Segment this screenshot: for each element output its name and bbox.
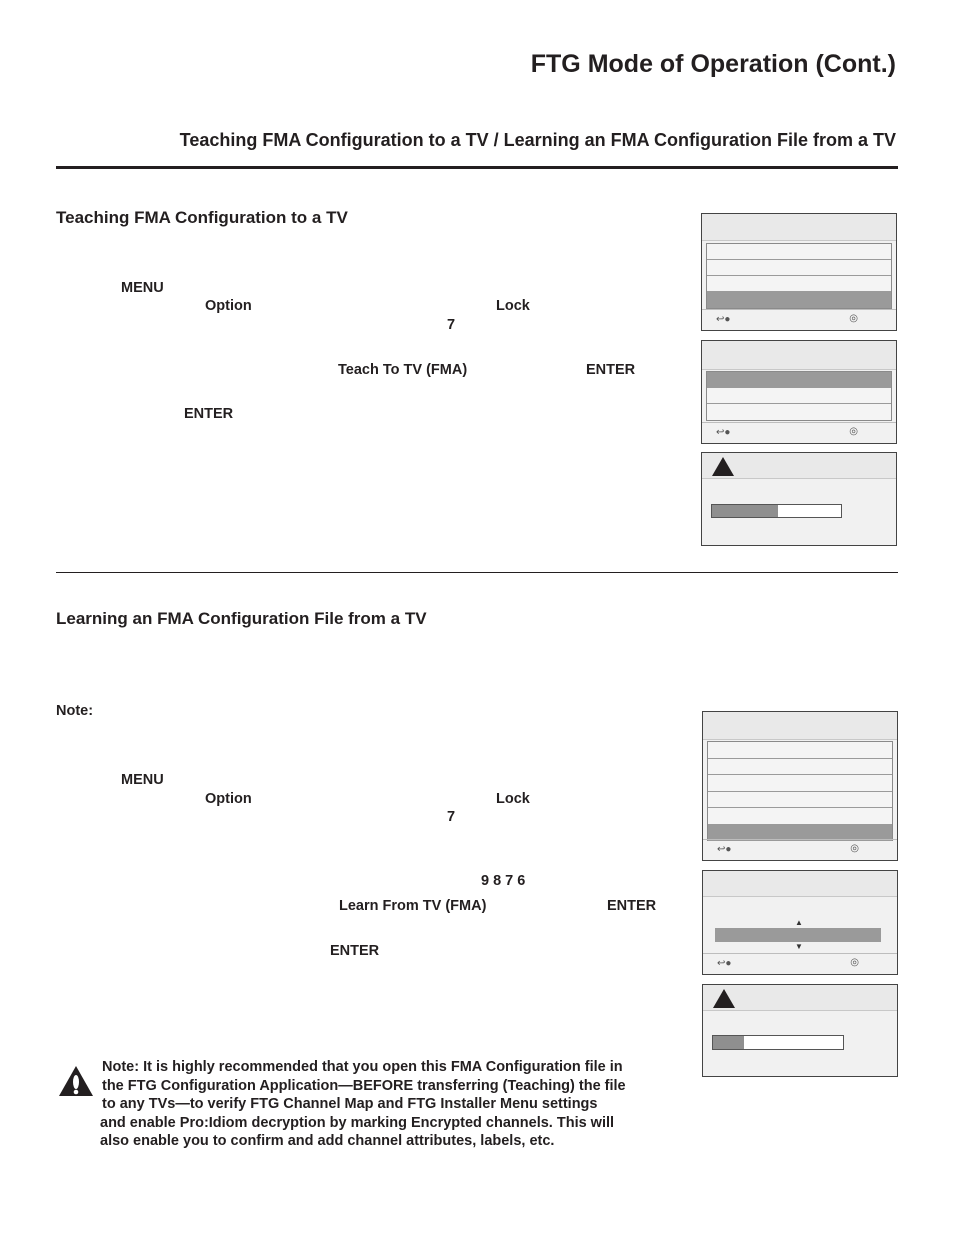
menu-list bbox=[706, 243, 892, 309]
menu-list bbox=[707, 741, 893, 841]
ok-button-icon: ◎ bbox=[850, 843, 859, 854]
teaching-enter-key-2: ENTER bbox=[184, 406, 234, 422]
teaching-option-key: Option bbox=[205, 298, 252, 314]
screen-header bbox=[702, 214, 896, 241]
menu-row bbox=[707, 276, 891, 292]
warning-note-line: Note: It is highly recommended that you open this FMA Configuration file in bbox=[102, 1059, 623, 1075]
screen-footer bbox=[703, 953, 897, 974]
screen-header bbox=[702, 341, 896, 370]
warning-note bbox=[100, 1058, 670, 1151]
down-arrow-icon: ▼ bbox=[795, 942, 803, 951]
learning-fma-menu-screen bbox=[702, 870, 898, 975]
learning-note-label: Note: bbox=[56, 703, 94, 719]
learning-progress-screen bbox=[702, 984, 898, 1077]
learning-lock-key: Lock bbox=[496, 791, 530, 807]
teaching-progress-bar bbox=[711, 504, 842, 518]
menu-row bbox=[708, 759, 892, 776]
menu-row bbox=[708, 808, 892, 825]
teaching-lock-key: Lock bbox=[496, 298, 530, 314]
progress-fill bbox=[712, 505, 778, 517]
teaching-lock-menu-screen bbox=[701, 213, 897, 331]
learning-option-key: Option bbox=[205, 791, 252, 807]
learning-menu-key: MENU bbox=[121, 772, 164, 788]
header-divider bbox=[56, 166, 898, 169]
menu-row-selected bbox=[707, 292, 891, 308]
teaching-menu-key: MENU bbox=[121, 280, 164, 296]
screen-footer bbox=[703, 839, 897, 860]
learning-code-keys: 9 8 7 6 bbox=[481, 873, 526, 889]
back-icon: ↩● bbox=[717, 958, 732, 969]
teach-to-tv-option: Teach To TV (FMA) bbox=[338, 362, 468, 378]
page-title: FTG Mode of Operation (Cont.) bbox=[530, 50, 896, 78]
warning-note-line: to any TVs—to verify FTG Channel Map and FTG Installer Menu settings bbox=[102, 1096, 598, 1113]
learning-progress-bar bbox=[712, 1035, 844, 1050]
menu-row bbox=[707, 404, 891, 420]
warning-triangle-icon bbox=[713, 989, 735, 1008]
menu-row bbox=[707, 260, 891, 276]
learning-lock-menu-screen bbox=[702, 711, 898, 861]
warning-triangle-icon bbox=[712, 457, 734, 476]
ok-button-icon: ◎ bbox=[849, 426, 858, 437]
ok-button-icon: ◎ bbox=[849, 313, 858, 324]
teaching-progress-screen bbox=[701, 452, 897, 546]
teaching-heading: Teaching FMA Configuration to a TV bbox=[56, 208, 348, 227]
warning-note-line: the FTG Configuration Application—BEFORE transferring (Teaching) the file bbox=[102, 1077, 626, 1094]
menu-list bbox=[706, 371, 892, 421]
section-divider bbox=[56, 572, 898, 573]
warning-note-line: also enable you to confirm and add channel attributes, labels, etc. bbox=[100, 1133, 555, 1150]
learn-from-tv-option: Learn From TV (FMA) bbox=[339, 898, 487, 914]
menu-row bbox=[707, 244, 891, 260]
ok-button-icon: ◎ bbox=[850, 957, 859, 968]
menu-row bbox=[708, 742, 892, 759]
teaching-enter-key: ENTER bbox=[586, 362, 636, 378]
warning-note-line: and enable Pro:Idiom decryption by marking Encrypted channels. This will bbox=[100, 1114, 615, 1131]
screen-footer bbox=[702, 309, 896, 330]
menu-row bbox=[708, 792, 892, 809]
back-icon: ↩● bbox=[716, 314, 731, 325]
progress-fill bbox=[713, 1036, 744, 1049]
learning-enter-key-2: ENTER bbox=[330, 943, 380, 959]
screen-footer bbox=[702, 422, 896, 443]
learning-seven-key: 7 bbox=[447, 809, 456, 825]
menu-row bbox=[707, 388, 891, 404]
learning-enter-key: ENTER bbox=[607, 898, 657, 914]
menu-row-selected bbox=[707, 372, 891, 388]
page-subtitle: Teaching FMA Configuration to a TV / Learning an FMA Configuration File from a TV bbox=[179, 130, 896, 150]
selected-option-bar bbox=[715, 928, 881, 942]
learning-heading: Learning an FMA Configuration File from a TV bbox=[56, 609, 427, 628]
up-arrow-icon: ▲ bbox=[795, 918, 803, 927]
teaching-seven-key: 7 bbox=[447, 317, 456, 333]
screen-header bbox=[703, 712, 897, 740]
teaching-fma-menu-screen bbox=[701, 340, 897, 444]
screen-header bbox=[703, 871, 897, 897]
back-icon: ↩● bbox=[717, 844, 732, 855]
warning-triangle-icon bbox=[58, 1065, 94, 1097]
back-icon: ↩● bbox=[716, 427, 731, 438]
menu-row bbox=[708, 775, 892, 792]
